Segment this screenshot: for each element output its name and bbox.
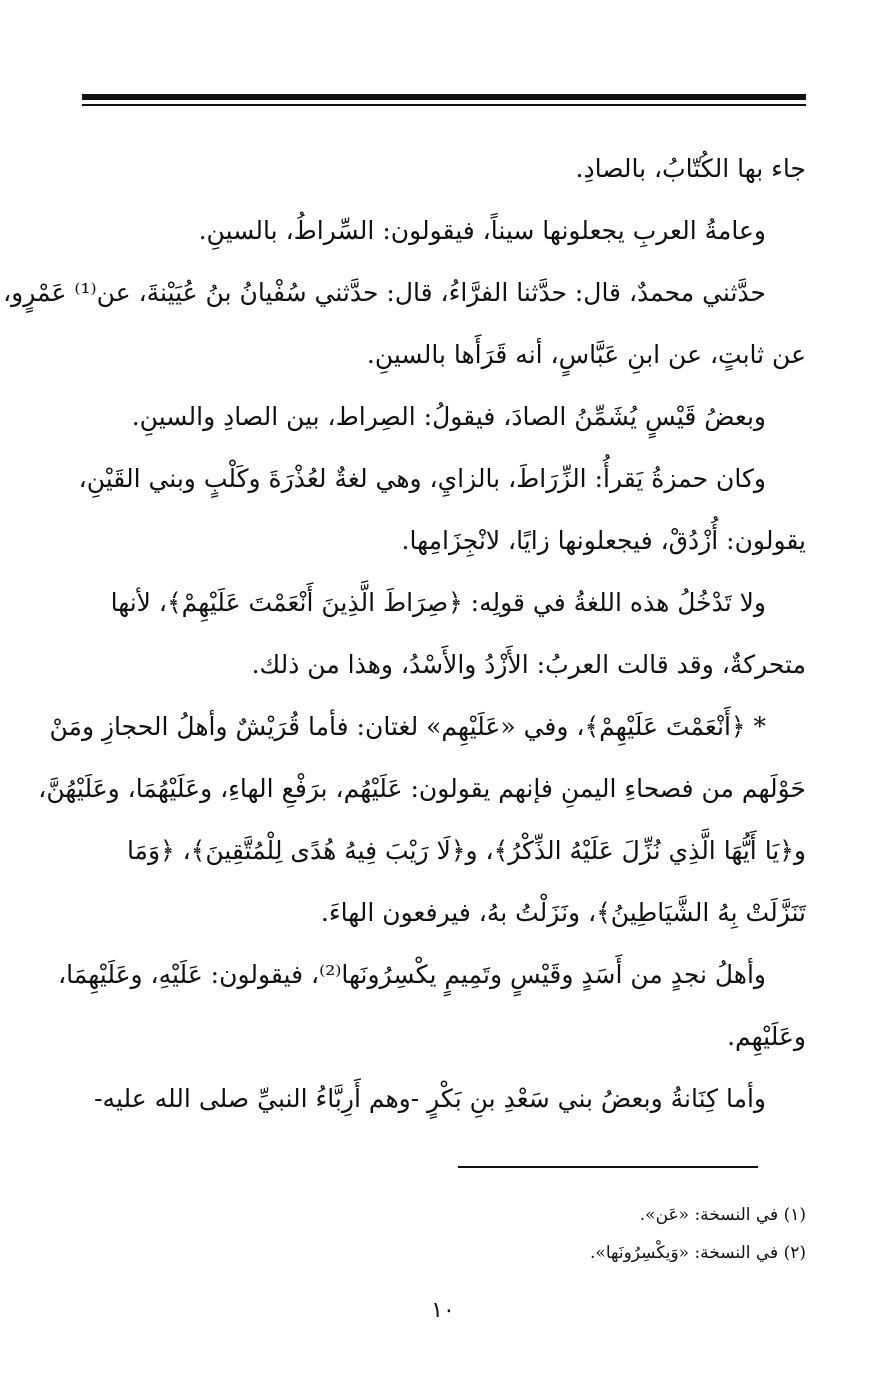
text-line: و﴿يَا أَيُّهَا الَّذِي نُزِّلَ عَلَيْهُ الذِّكْرُ﴾، و﴿لَا رَيْبَ فِيهُ هُدًى لِلْمُتَّقِينَ﴾، ﴿وَمَا (126, 836, 806, 865)
text-line: حدَّثني محمدٌ، قال: حدَّثنا الفرَّاءُ، قال: حدَّثني سُفْيانُ بنُ عُيَيْنةَ، عن⁽¹⁾ عَمْرٍو، (3, 278, 766, 307)
text-line: يقولون: أُزْدُقْ، فيجعلونها زايًا، لانْجِزَامِها. (401, 526, 806, 555)
footnote: (٢) في النسخة: «وَيكْسِرُونَها». (590, 1243, 806, 1263)
footnotes (82, 1196, 806, 1272)
text-line: متحركةٌ، وقد قالت العربُ: الأَزْدُ والأَسْدُ، وهذا من ذلك. (251, 650, 806, 679)
footnote-separator (458, 1166, 758, 1168)
text-line: وأهلُ نجدٍ من أَسَدٍ وقَيْسٍ وتَمِيمٍ يكْسِرُونَها⁽²⁾، فيقولون: عَلَيْهِ، وعَلَيْهِمَا، (58, 960, 766, 989)
text-line: وعامةُ العربِ يجعلونها سيناً، فيقولون: السِّراطُ، بالسينِ. (198, 216, 766, 245)
text-line: وكان حمزةُ يَقرأُ: الزِّرَاطَ، بالزايِ، وهي لغةٌ لعُذْرَةَ وكَلْبٍ وبني القَيْنِ، (78, 464, 766, 493)
text-line: حَوْلَهم من فصحاءِ اليمنِ فإنهم يقولون: عَلَيْهُم، برَفْعِ الهاءِ، وعَلَيْهُمَا، وعَلَيْهُنَّ، (38, 774, 806, 803)
text-line: وأما كِنَانةُ وبعضُ بني سَعْدِ بنِ بَكْرٍ -وهم أَرِبَّاءُ النبيِّ صلى الله عليه- (94, 1084, 766, 1113)
text-line: وبعضُ قَيْسٍ يُشَمِّنُ الصادَ، فيقولُ: الصِراط، بين الصادِ والسينِ. (131, 402, 766, 431)
page-number: ١٠ (431, 1298, 455, 1323)
footnote: (١) في النسخة: «عَن». (639, 1205, 806, 1225)
text-line: * ﴿أَنْعَمْتَ عَلَيْهِمْ﴾، وفي «عَلَيْهِم» لغتان: فأما قُرَيْشٌ وأهلُ الحجازِ ومَنْ (49, 712, 766, 741)
header-rule-thin (82, 104, 806, 106)
text-line: وعَلَيْهِم. (727, 1022, 806, 1051)
text-line: عن ثابتٍ، عن ابنِ عَبَّاسٍ، أنه قَرَأَها بالسينِ. (366, 340, 806, 369)
text-line: ولا تَدْخُلُ هذه اللغةُ في قولِه: ﴿صِرَاطَ الَّذِينَ أَنْعَمْتَ عَلَيْهِمْ﴾، لأنها (110, 588, 766, 617)
text-line: جاء بها الكُتّابُ، بالصادِ. (575, 154, 806, 183)
main-text (3, 138, 806, 1130)
text-line: تَنَزَّلَتْ بِهُ الشَّيَاطِينُ﴾، ونَزَلْتُ بهُ، فيرفعون الهاءَ. (320, 898, 806, 927)
header-rule-thick (82, 94, 806, 100)
